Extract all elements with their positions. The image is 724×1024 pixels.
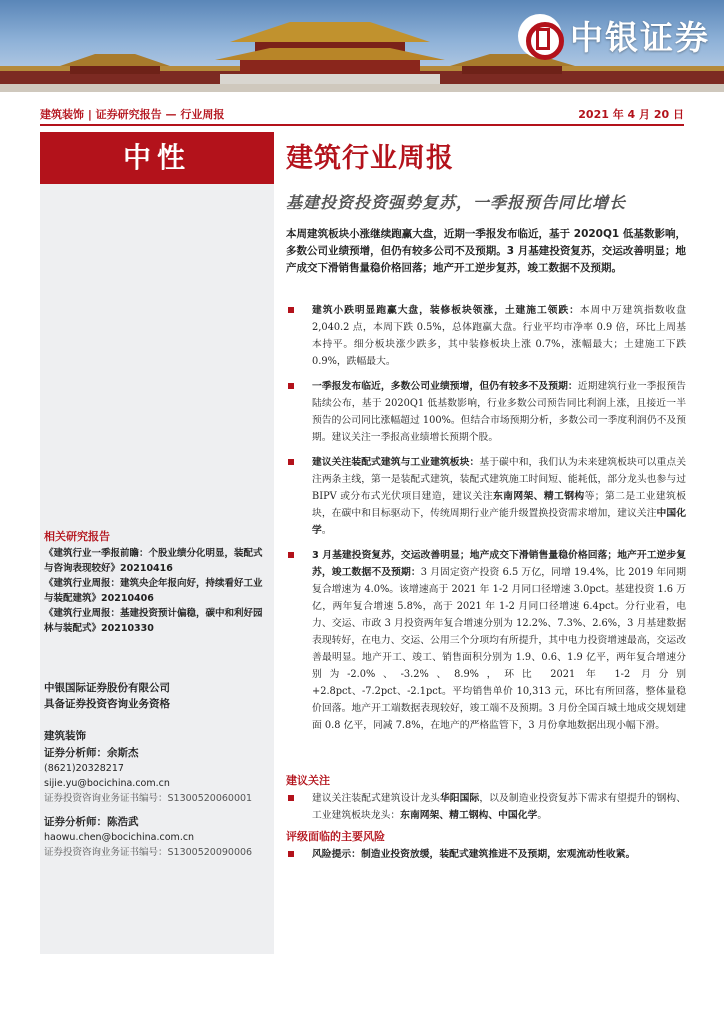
rating-badge: 中性 — [40, 132, 274, 184]
key-point-lead: 3 月基建投资复苏，交运改善明显；地产成交下滑销售量稳价格回落；地产开工逆步复苏，竣工数据不及预期： — [312, 550, 686, 578]
key-point-text: 基于碳中和，我们认为未来建筑板块可以重点关注两条主线，第一是装配式建筑，装配式建筑施工时间短、能耗低，部分龙头也参与过 BIPV 或分布式光伏项目建造，建议关注 — [312, 457, 687, 502]
stock-names: 华阳国际 — [439, 793, 480, 804]
analyst-email[interactable]: sijie.yu@bocichina.com.cn — [44, 778, 170, 789]
bullet-square-icon — [288, 383, 294, 389]
key-point-text: 3 月固定资产投资 6.5 万亿，同增 19.4%，比 2019 年同期复合增速为 4.0%。该增速高于 2021 年 1-2 月同口径增速 3.0pct。基建投资 1.6 万亿，两年复合增速 5.8%，高于 2021 年 1-2 月同口径增速 6.4pct。分行业看，电力、交运、市政 3 月投资两年复合增速分别为 12.2%、7.3%、2.6%，3 月基建数据表现转好，在电力、交运、公用三个分项均有所提升，其中电力投资增速最高，交运改善最明显。地产开工、竣工、销售面积分别为 1.9、0.6、1.9 亿平，两年复合增速分别为-2.0%、-3.2%、8.9%，环比 2021 年 1-2 月分别+2.8pct、-7.2pct、-2.1pct。平均销售单价 10,313 元，环比有所回落，整体量稳价回落。地产开工端数据表现较好，竣工端不及预期。3 月份全国百城土地成交规划建面 0.8 亿平，同减 7.8%，在地产的严格监管下，3 月份拿地数据出现小幅下滑。 — [312, 567, 686, 731]
risk-item — [286, 846, 686, 863]
report-header — [40, 104, 684, 126]
bullet-square-icon — [288, 459, 294, 465]
sector-label: 建筑装饰 — [44, 730, 86, 742]
related-reports-heading: 相关研究报告 — [44, 530, 110, 543]
bullet-square-icon — [288, 795, 294, 801]
recommend-text: ，以及制造业投资复苏下需求有望提升的钢构、工业建筑板块龙头： — [312, 793, 687, 821]
key-point-lead: 建筑小跌明显跑赢大盘，装修板块领涨，土建施工领跌： — [312, 305, 580, 316]
analyst-card — [44, 746, 252, 806]
key-point — [286, 454, 686, 539]
key-point-text: 等；第二是工业建筑板块，在碳中和目标驱动下，传统周期行业产能升级置换投资需求增加，建议关注 — [312, 491, 687, 519]
analyst-cert: 证券投资咨询业务证书编号：S1300520090006 — [44, 847, 253, 858]
analyst-name: 陈浩武 — [107, 816, 139, 828]
boc-logo-icon — [518, 14, 562, 58]
recommend-block — [286, 790, 686, 824]
company-name: 中银国际证券股份有限公司 — [44, 682, 170, 694]
risk-lead: 风险提示： — [312, 849, 361, 860]
company-info — [44, 680, 170, 712]
company-qualification: 具备证券投资咨询业务资格 — [44, 698, 170, 710]
analyst-role: 证券分析师： — [44, 816, 107, 828]
bullet-square-icon — [288, 307, 294, 313]
stock-names: 中国化学 — [312, 508, 687, 536]
related-report-item[interactable]: 《建筑行业周报：建筑央企年报向好，持续看好工业与装配建筑》20210406 — [44, 578, 263, 604]
analyst-name: 余斯杰 — [107, 747, 139, 759]
key-point — [286, 302, 686, 370]
key-point-text: 近期建筑行业一季报预告陆续公布，基于 2020Q1 低基数影响，行业多数公司预告同比利润上涨，且接近一半预告的公司同比涨幅超过 100%。但结合市场预期分析，多数公司一季度利润仍不及预期。建议关注一季报高业绩增长预期个股。 — [312, 381, 687, 443]
analyst-card — [44, 815, 252, 860]
key-point — [286, 547, 686, 734]
key-point-lead: 一季报发布临近，多数公司业绩预增，但仍有较多不及预期： — [312, 381, 578, 392]
recommend-text: 。 — [537, 810, 548, 821]
analyst-email[interactable]: haowu.chen@bocichina.com.cn — [44, 832, 195, 843]
related-report-item[interactable]: 《建筑行业一季报前瞻：个股业绩分化明显，装配式与咨询表现较好》20210416 — [44, 548, 263, 574]
risk-block — [286, 846, 686, 863]
bullet-square-icon — [288, 851, 294, 857]
analyst-role: 证券分析师： — [44, 747, 107, 759]
report-title: 建筑行业周报 — [286, 143, 454, 174]
related-reports-list — [44, 546, 270, 636]
recommend-text: 建议关注装配式建筑设计龙头 — [312, 793, 440, 804]
recommend-item — [286, 790, 686, 824]
brand-name: 中银证券 — [570, 18, 710, 57]
related-report-item[interactable]: 《建筑行业周报：基建投资预计偏稳，碳中和利好园林与装配式》20210330 — [44, 608, 263, 634]
report-category: 建筑装饰 | 证券研究报告 — 行业周报 — [40, 108, 225, 121]
risk-heading: 评级面临的主要风险 — [286, 830, 385, 843]
risk-text: 制造业投资放缓，装配式建筑推进不及预期，宏观流动性收紧。 — [360, 849, 636, 860]
key-point-text: 本周中万建筑指数收盘 2,040.2 点，本周下跌 0.5%，总体跑赢大盘。行业平均市净率 0.9 倍，环比上周基本持平。细分板块涨少跌多，其中装修板块上涨 0.7%，涨幅最大；土建施工下跌 0.9%，跌幅最大。 — [312, 305, 687, 367]
report-date: 2021 年 4 月 20 日 — [578, 108, 684, 121]
key-point — [286, 378, 686, 446]
report-subtitle: 基建投资投资强势复苏，一季报预告同比增长 — [286, 193, 627, 212]
analyst-phone: (8621)20328217 — [44, 763, 124, 774]
brand-logo — [518, 12, 710, 59]
bullet-square-icon — [288, 552, 294, 558]
recommend-heading: 建议关注 — [286, 774, 330, 787]
key-point-text: 。 — [321, 525, 332, 536]
key-point-lead: 建议关注装配式建筑与工业建筑板块： — [312, 457, 480, 468]
stock-names: 东南网架、精工钢构 — [492, 491, 585, 502]
header-banner — [0, 0, 724, 92]
stock-names: 东南网架、精工钢构、中国化学 — [400, 810, 538, 821]
key-points — [286, 302, 686, 742]
summary-paragraph: 本周建筑板块小涨继续跑赢大盘，近期一季报发布临近，基于 2020Q1 低基数影响，多数公司业绩预增，但仍有较多公司不及预期。3 月基建投资复苏，交运改善明显；地产成交下滑销售量稳价格回落；地产开工逆步复苏，竣工数据不及预期。 — [286, 228, 686, 274]
analyst-cert: 证券投资咨询业务证书编号：S1300520060001 — [44, 793, 253, 804]
